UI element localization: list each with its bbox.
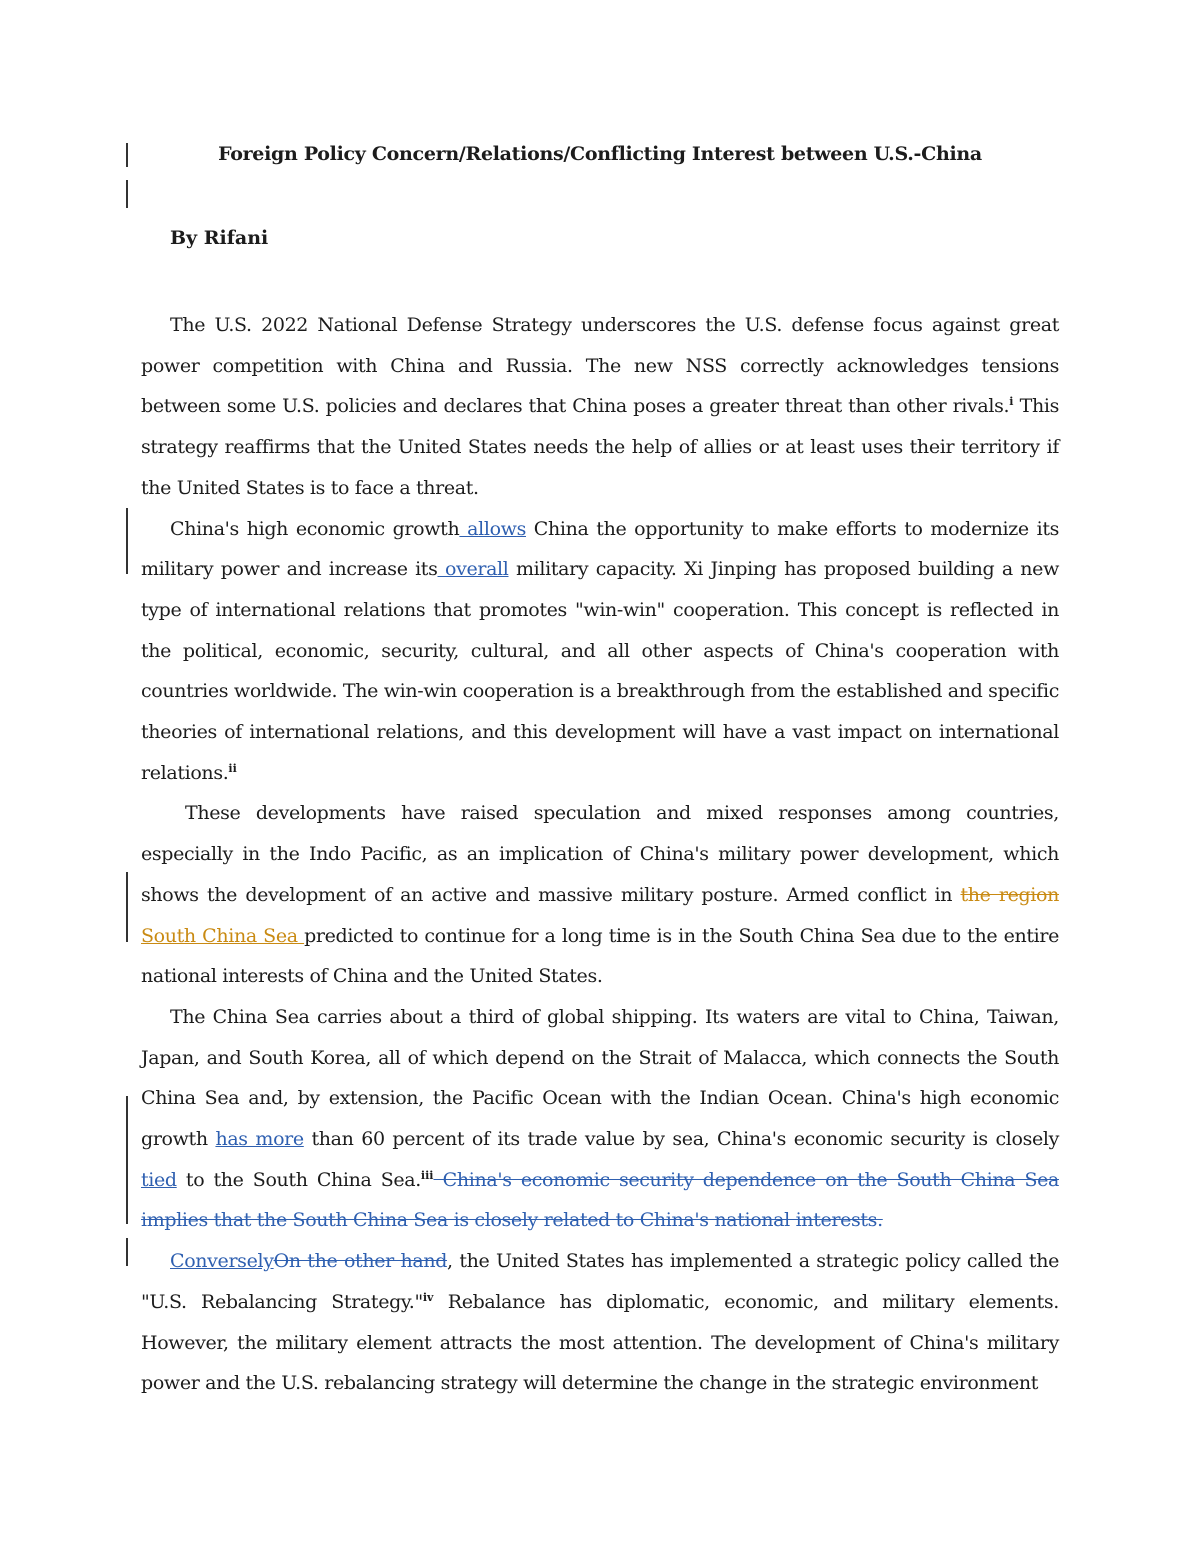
paragraph-text: predicted to continue for a long time is in the South China Sea due to the entire national interests of China and the United States. [141, 924, 1059, 988]
change-bar [126, 1096, 128, 1224]
endnote-ref[interactable]: i [1009, 395, 1014, 409]
paragraph-text: , the United States has implemented a strategic policy called the "U.S. Rebalancing Strategy." [141, 1250, 1059, 1313]
tracked-insertion[interactable]: Conversely [170, 1250, 274, 1273]
change-bar [126, 508, 128, 574]
tracked-insertion[interactable]: tied [141, 1168, 177, 1191]
paragraph-5 [141, 1241, 1059, 1404]
paragraph-3 [141, 793, 1059, 997]
tracked-deletion[interactable]: On the other hand [273, 1250, 448, 1273]
paragraph-4 [141, 997, 1059, 1241]
paragraph-text: The China Sea carries about a third of global shipping. Its waters are vital to China, Taiwan, Japan, and South Korea, all of which depend on the Strait of Malacca, which connects the South China Sea and, by extension, the Pacific Ocean with the Indian Ocean. China's high economic growth [141, 1005, 1059, 1151]
endnote-ref[interactable]: iv [422, 1290, 434, 1304]
paragraph-1 [141, 305, 1059, 509]
tracked-deletion[interactable]: China's economic security dependence on the South China Sea implies that the South China Sea is closely related to China's national interests. [141, 1168, 1059, 1232]
tracked-deletion[interactable]: the region [960, 883, 1059, 906]
endnote-ref[interactable]: ii [228, 761, 237, 775]
paragraph-text: This strategy reaffirms that the United States needs the help of allies or at least uses their territory if the United States is to face a threat. [141, 395, 1059, 499]
paragraph-text: military capacity. Xi Jinping has proposed building a new type of international relations that promotes "win-win" cooperation. This concept is reflected in the political, economic, security, cultural, and all other aspects of China's cooperation with countries worldwide. The win-win cooperation is a breakthrough from the established and specific theories of international relations, and this development will have a vast impact on international relations. [141, 558, 1059, 784]
paragraph-text: China's high economic growth [170, 517, 460, 540]
paragraph-text: The U.S. 2022 National Defense Strategy underscores the U.S. defense focus against great power competition with China and Russia. The new NSS correctly acknowledges tensions between some U.S. policies and declares that China poses a greater threat than other rivals. [141, 314, 1059, 418]
paragraph-text: These developments have raised speculation and mixed responses among countries, especially in the Indo Pacific, as an implication of China's military power development, which shows the development of an active and massive military posture. Armed conflict in [141, 802, 1059, 906]
tracked-insertion[interactable]: overall [437, 558, 509, 581]
paragraph-2 [141, 509, 1059, 794]
paragraph-text: China the opportunity to make efforts to modernize its military power and increase its [141, 517, 1060, 581]
change-bar [126, 180, 128, 208]
endnote-ref[interactable]: iii [420, 1168, 434, 1182]
paragraph-text: than 60 percent of its trade value by sea, China's economic security is closely [303, 1128, 1059, 1151]
change-bar [126, 143, 128, 167]
tracked-insertion[interactable]: allows [459, 517, 526, 540]
document-title: Foreign Policy Concern/Relations/Conflicting Interest between U.S.-China [218, 143, 982, 165]
document-body [141, 305, 1059, 1404]
paragraph-text: to the South China Sea. [176, 1168, 421, 1191]
tracked-insertion[interactable]: South China Sea [141, 924, 305, 947]
document-author: By Rifani [170, 227, 269, 249]
paragraph-text: Rebalance has diplomatic, economic, and military elements. However, the military element attracts the most attention. The development of China's military power and the U.S. rebalancing strategy will determine the change in the strategic environment [141, 1290, 1059, 1395]
tracked-insertion[interactable]: has more [215, 1128, 304, 1151]
change-bar [126, 1238, 128, 1266]
change-bar [126, 872, 128, 942]
